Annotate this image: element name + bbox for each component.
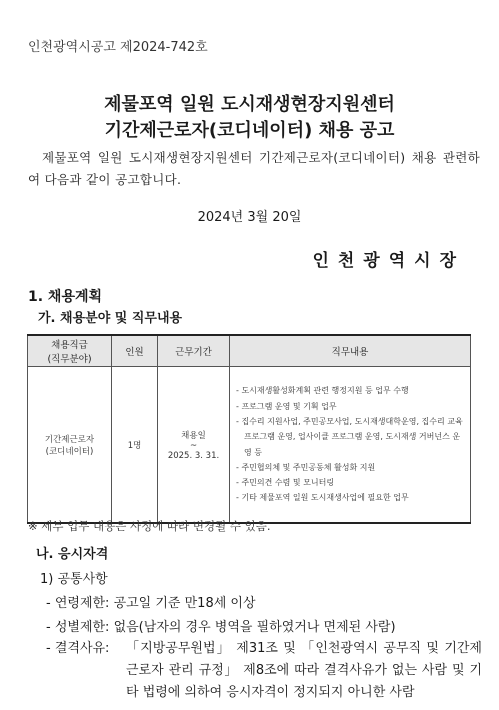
title-line-1: 제물포역 일원 도시재생현장지원센터 xyxy=(104,94,395,115)
disqualification-text: 「지방공무원법」 제31조 및 「인천광역시 공무직 및 기간제근로자 관리 규정」 제8조에 따라 결격사유가 없는 사람 및 기타 법령에 의하여 응시자격이 정지되지 아니한 사람 xyxy=(126,641,482,700)
subsection-heading-eligibility: 나. 응시자격 xyxy=(36,547,109,562)
duty-item: - 주민협의체 및 주민공동체 활성화 지원 xyxy=(236,460,464,475)
col-header-duties: 직무내용 xyxy=(230,335,471,367)
disqualification-label: - 결격사유: xyxy=(46,641,110,656)
remark-note: ※ 세부 업무 내용은 사정에 따라 변경될 수 있음. xyxy=(28,519,271,533)
intro-paragraph: 제물포역 일원 도시재생현장지원센터 기간제근로자(코디네이터) 채용 관련하여 다음과 같이 공고합니다. xyxy=(28,150,480,187)
duty-item: - 도시재생활성화계획 관련 행정지원 등 업무 수행 xyxy=(236,383,464,398)
col-header-count: 인원 xyxy=(112,335,158,367)
duty-item: - 기타 제물포역 일원 도시재생사업에 필요한 업무 xyxy=(236,490,464,505)
cell-duties xyxy=(230,367,471,524)
qualification-age: - 연령제한: 공고일 기준 만18세 이상 xyxy=(46,596,256,611)
col-header-position: 채용직급 (직무분야) xyxy=(28,335,112,367)
col-header-period: 근무기간 xyxy=(158,335,230,367)
signer: 인천광역시장 xyxy=(312,251,465,271)
qualification-gender: - 성별제한: 없음(남자의 경우 병역을 필하였거나 면제된 사람) xyxy=(46,620,396,635)
notice-number: 인천광역시공고 제2024-742호 xyxy=(28,40,208,55)
duty-item: - 집수리 지원사업, 주민공모사업, 도시재생대학운영, 집수리 교육 프로그램 운영, 업사이클 프로그램 운영, 도시재생 거버넌스 운영 등 xyxy=(236,414,464,460)
duties-list xyxy=(236,383,464,505)
announcement-date: 2024년 3월 20일 xyxy=(197,210,302,225)
common-requirements-heading: 1) 공통사항 xyxy=(40,572,108,587)
cell-position: 기간제근로자 (코디네이터) xyxy=(28,367,112,524)
duty-item: - 주민의견 수렴 및 모니터링 xyxy=(236,475,464,490)
title-line-2: 기간제근로자(코디네이터) 채용 공고 xyxy=(104,120,395,141)
cell-count: 1명 xyxy=(112,367,158,524)
duty-item: - 프로그램 운영 및 기획 업무 xyxy=(236,399,464,414)
job-table xyxy=(27,334,471,524)
section-heading-recruitment-plan: 1. 채용계획 xyxy=(28,289,103,305)
subsection-heading-job-field: 가. 채용분야 및 직무내용 xyxy=(38,311,183,326)
cell-period: 채용일 ~ 2025. 3. 31. xyxy=(158,367,230,524)
qualification-disqualification xyxy=(46,638,482,704)
